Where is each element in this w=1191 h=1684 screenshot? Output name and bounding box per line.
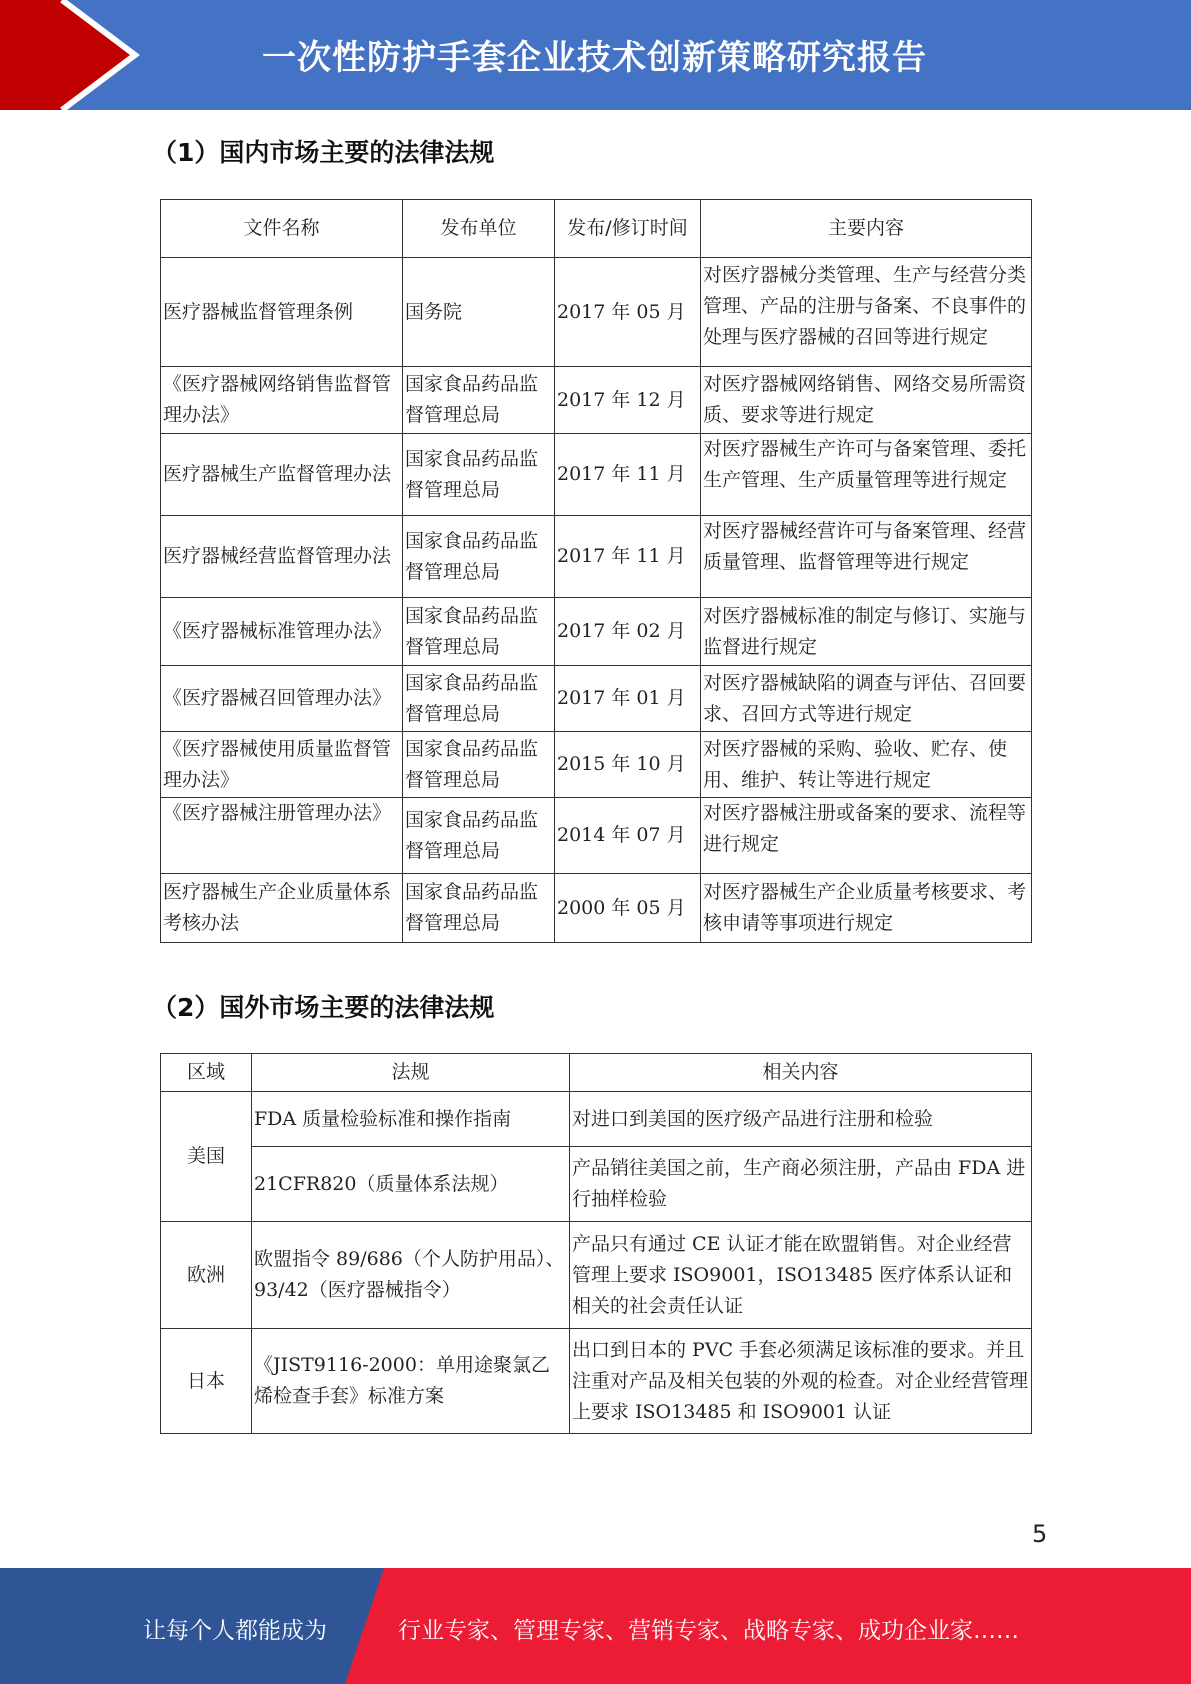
table-row (161, 367, 1032, 434)
report-title: 一次性防护手套企业技术创新策略研究报告 (262, 38, 927, 78)
issuer: 国家食品药品监督管理总局 (403, 598, 555, 666)
section-heading-foreign: （2）国外市场主要的法律法规 (152, 993, 495, 1022)
regulation-name: 《医疗器械注册管理办法》 (161, 798, 403, 874)
column-header: 发布/修订时间 (555, 200, 701, 258)
issue-date: 2017 年 01 月 (555, 666, 701, 732)
table-row (161, 1222, 1032, 1329)
table-row (161, 516, 1032, 598)
footer-slogan-right: 行业专家、管理专家、营销专家、战略专家、成功企业家…… (398, 1618, 1019, 1644)
regulation-name: 医疗器械监督管理条例 (161, 258, 403, 367)
main-content: 对医疗器械生产企业质量考核要求、考核申请等事项进行规定 (701, 874, 1032, 943)
page-number: 5 (1032, 1520, 1048, 1548)
column-header: 发布单位 (403, 200, 555, 258)
column-header: 主要内容 (701, 200, 1032, 258)
main-content-cell (701, 258, 1032, 367)
related-content: 出口到日本的 PVC 手套必须满足该标准的要求。并且注重对产品及相关包装的外观的检查。对企业经营管理上要求 ISO13485 和 ISO9001 认证 (570, 1329, 1032, 1434)
table-row (161, 798, 1032, 874)
issuer: 国家食品药品监督管理总局 (403, 367, 555, 434)
table-header-row (161, 1054, 1032, 1092)
column-header: 相关内容 (570, 1054, 1032, 1092)
related-content: 产品只有通过 CE 认证才能在欧盟销售。对企业经营管理上要求 ISO9001，ISO13485 医疗体系认证和相关的社会责任认证 (570, 1222, 1032, 1329)
table-row (161, 666, 1032, 732)
regulation: FDA 质量检验标准和操作指南 (252, 1092, 570, 1147)
regulation-name: 《医疗器械标准管理办法》 (161, 598, 403, 666)
footer-banner (0, 1568, 1191, 1684)
issue-date: 2017 年 12 月 (555, 367, 701, 434)
region-cell: 日本 (161, 1329, 252, 1434)
column-header: 法规 (252, 1054, 570, 1092)
issuer: 国家食品药品监督管理总局 (403, 874, 555, 943)
table-row (161, 1147, 1032, 1222)
regulation-name: 医疗器械经营监督管理办法 (161, 516, 403, 598)
main-content: 对医疗器械经营许可与备案管理、经营质量管理、监督管理等进行规定 (703, 520, 1027, 573)
issue-date: 2017 年 11 月 (555, 516, 701, 598)
column-header: 文件名称 (161, 200, 403, 258)
main-content: 对医疗器械网络销售、网络交易所需资质、要求等进行规定 (701, 367, 1032, 434)
header-band (0, 0, 1191, 110)
main-content-cell (701, 516, 1032, 598)
table-row (161, 1329, 1032, 1434)
issue-date: 2000 年 05 月 (555, 874, 701, 943)
table-row (161, 258, 1032, 367)
issuer: 国家食品药品监督管理总局 (403, 732, 555, 798)
foreign-regulations-table (160, 1053, 1032, 1434)
related-content: 对进口到美国的医疗级产品进行注册和检验 (570, 1092, 1032, 1147)
issue-date: 2015 年 10 月 (555, 732, 701, 798)
issuer: 国家食品药品监督管理总局 (403, 434, 555, 516)
table-header-row (161, 200, 1032, 258)
footer-slogan-left: 让每个人都能成为 (143, 1618, 327, 1644)
region-cell: 欧洲 (161, 1222, 252, 1329)
issue-date: 2017 年 02 月 (555, 598, 701, 666)
column-header: 区域 (161, 1054, 252, 1092)
regulation: 欧盟指令 89/686（个人防护用品）、93/42（医疗器械指令） (252, 1222, 570, 1329)
table-row (161, 874, 1032, 943)
main-content: 对医疗器械的采购、验收、贮存、使用、维护、转让等进行规定 (701, 732, 1032, 798)
regulation-name: 《医疗器械使用质量监督管理办法》 (161, 732, 403, 798)
main-content: 对医疗器械生产许可与备案管理、委托生产管理、生产质量管理等进行规定 (703, 438, 1027, 491)
regulation-name: 《医疗器械网络销售监督管理办法》 (161, 367, 403, 434)
region-cell: 美国 (161, 1092, 252, 1222)
section-heading-domestic: （1）国内市场主要的法律法规 (152, 138, 495, 167)
header-arrow-decoration (0, 0, 150, 110)
regulation-name: 医疗器械生产企业质量体系考核办法 (161, 874, 403, 943)
issue-date: 2017 年 11 月 (555, 434, 701, 516)
issue-date: 2014 年 07 月 (555, 798, 701, 874)
issuer: 国家食品药品监督管理总局 (403, 798, 555, 874)
domestic-regulations-table (160, 199, 1032, 943)
main-content: 对医疗器械缺陷的调查与评估、召回要求、召回方式等进行规定 (701, 666, 1032, 732)
regulation-name: 《医疗器械召回管理办法》 (161, 666, 403, 732)
table-row (161, 732, 1032, 798)
issuer: 国务院 (403, 258, 555, 367)
issuer: 国家食品药品监督管理总局 (403, 666, 555, 732)
regulation: 《JIST9116-2000：单用途聚氯乙烯检查手套》标准方案 (252, 1329, 570, 1434)
table-row (161, 434, 1032, 516)
main-content: 对医疗器械标准的制定与修订、实施与监督进行规定 (701, 598, 1032, 666)
table-row (161, 598, 1032, 666)
regulation: 21CFR820（质量体系法规） (252, 1147, 570, 1222)
issue-date: 2017 年 05 月 (555, 258, 701, 367)
regulation-name: 医疗器械生产监督管理办法 (161, 434, 403, 516)
related-content: 产品销往美国之前，生产商必须注册，产品由 FDA 进行抽样检验 (570, 1147, 1032, 1222)
main-content: 对医疗器械注册或备案的要求、流程等进行规定 (701, 798, 1032, 874)
main-content-cell (701, 434, 1032, 516)
issuer: 国家食品药品监督管理总局 (403, 516, 555, 598)
main-content: 对医疗器械分类管理、生产与经营分类管理、产品的注册与备案、不良事件的处理与医疗器械的召回等进行规定 (703, 264, 1027, 348)
table-row (161, 1092, 1032, 1147)
